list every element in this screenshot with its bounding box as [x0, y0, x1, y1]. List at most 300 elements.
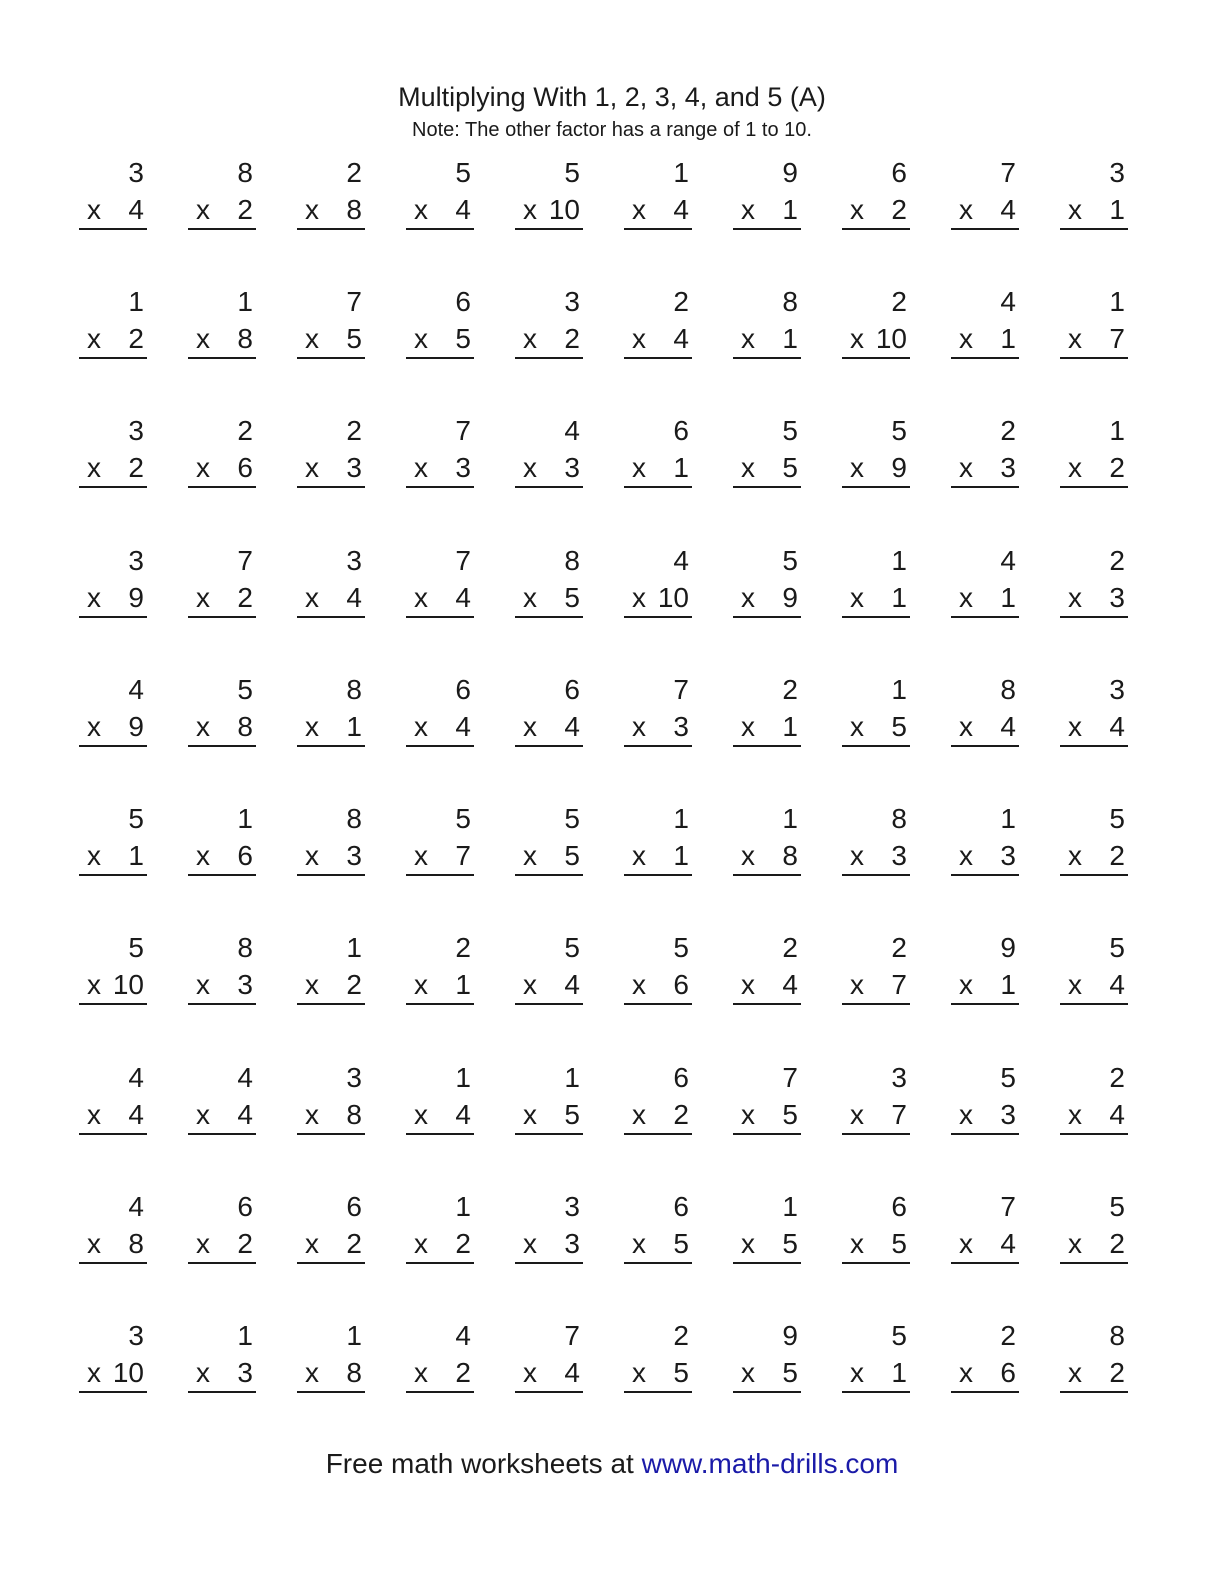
problem-r8-c6	[624, 1061, 692, 1137]
answer-line	[733, 616, 801, 618]
bottom-factor: 4	[455, 194, 471, 225]
bottom-factor: 5	[891, 711, 907, 742]
times-sign: x	[850, 969, 864, 1000]
top-factor: 1	[564, 1062, 580, 1093]
times-sign: x	[523, 452, 537, 483]
problem-r1-c1	[79, 156, 147, 232]
problem-r8-c9	[951, 1061, 1019, 1137]
answer-line	[406, 1262, 474, 1264]
top-factor: 6	[346, 1191, 362, 1222]
top-factor: 5	[891, 1320, 907, 1351]
bottom-factor: 4	[1109, 711, 1125, 742]
top-factor: 5	[782, 415, 798, 446]
top-factor: 1	[346, 1320, 362, 1351]
times-sign: x	[87, 194, 101, 225]
problem-r8-c7	[733, 1061, 801, 1137]
answer-line	[624, 745, 692, 747]
answer-line	[79, 1262, 147, 1264]
answer-line	[79, 357, 147, 359]
bottom-factor: 5	[673, 1228, 689, 1259]
top-factor: 2	[1000, 415, 1016, 446]
bottom-factor: 4	[564, 969, 580, 1000]
top-factor: 2	[1109, 545, 1125, 576]
answer-line	[406, 1133, 474, 1135]
bottom-factor: 3	[1000, 452, 1016, 483]
bottom-factor: 6	[237, 452, 253, 483]
top-factor: 8	[564, 545, 580, 576]
answer-line	[842, 357, 910, 359]
times-sign: x	[196, 840, 210, 871]
bottom-factor: 8	[346, 1099, 362, 1130]
problem-r8-c1	[79, 1061, 147, 1137]
bottom-factor: 2	[346, 969, 362, 1000]
bottom-factor: 7	[1109, 323, 1125, 354]
bottom-factor: 5	[346, 323, 362, 354]
times-sign: x	[850, 452, 864, 483]
top-factor: 1	[1109, 286, 1125, 317]
top-factor: 8	[1000, 674, 1016, 705]
answer-line	[297, 874, 365, 876]
answer-line	[406, 1003, 474, 1005]
top-factor: 9	[782, 157, 798, 188]
problem-r6-c1	[79, 802, 147, 878]
answer-line	[79, 616, 147, 618]
answer-line	[188, 228, 256, 230]
top-factor: 1	[128, 286, 144, 317]
answer-line	[1060, 228, 1128, 230]
footer-site-link[interactable]: www.math-drills.com	[641, 1448, 899, 1479]
times-sign: x	[741, 1099, 755, 1130]
problem-r5-c10	[1060, 673, 1128, 749]
problem-r4-c2	[188, 544, 256, 620]
problem-r1-c6	[624, 156, 692, 232]
answer-line	[515, 1133, 583, 1135]
top-factor: 2	[237, 415, 253, 446]
times-sign: x	[741, 582, 755, 613]
times-sign: x	[632, 194, 646, 225]
top-factor: 7	[673, 674, 689, 705]
top-factor: 7	[455, 545, 471, 576]
bottom-factor: 6	[237, 840, 253, 871]
times-sign: x	[305, 323, 319, 354]
problem-r8-c8	[842, 1061, 910, 1137]
bottom-factor: 1	[455, 969, 471, 1000]
bottom-factor: 4	[455, 1099, 471, 1130]
bottom-factor: 10	[875, 323, 907, 354]
bottom-factor: 10	[112, 969, 144, 1000]
problem-r4-c9	[951, 544, 1019, 620]
top-factor: 4	[1000, 286, 1016, 317]
times-sign: x	[959, 582, 973, 613]
times-sign: x	[850, 711, 864, 742]
problem-r10-c1	[79, 1319, 147, 1395]
problem-r8-c5	[515, 1061, 583, 1137]
times-sign: x	[87, 1099, 101, 1130]
answer-line	[951, 1133, 1019, 1135]
bottom-factor: 4	[564, 1357, 580, 1388]
times-sign: x	[741, 711, 755, 742]
problem-r3-c2	[188, 414, 256, 490]
problem-r10-c2	[188, 1319, 256, 1395]
answer-line	[733, 874, 801, 876]
answer-line	[624, 357, 692, 359]
top-factor: 1	[673, 157, 689, 188]
problem-r6-c8	[842, 802, 910, 878]
problem-r8-c10	[1060, 1061, 1128, 1137]
top-factor: 5	[1000, 1062, 1016, 1093]
answer-line	[79, 1133, 147, 1135]
top-factor: 2	[891, 932, 907, 963]
times-sign: x	[523, 582, 537, 613]
problem-r6-c2	[188, 802, 256, 878]
times-sign: x	[959, 1357, 973, 1388]
answer-line	[733, 1262, 801, 1264]
top-factor: 5	[1109, 1191, 1125, 1222]
bottom-factor: 10	[657, 582, 689, 613]
times-sign: x	[414, 969, 428, 1000]
answer-line	[733, 1003, 801, 1005]
top-factor: 5	[237, 674, 253, 705]
times-sign: x	[87, 840, 101, 871]
top-factor: 4	[1000, 545, 1016, 576]
problem-r10-c5	[515, 1319, 583, 1395]
times-sign: x	[305, 840, 319, 871]
answer-line	[951, 228, 1019, 230]
bottom-factor: 2	[1109, 1228, 1125, 1259]
top-factor: 6	[673, 1062, 689, 1093]
times-sign: x	[414, 1099, 428, 1130]
problem-r3-c4	[406, 414, 474, 490]
bottom-factor: 8	[237, 711, 253, 742]
top-factor: 9	[1000, 932, 1016, 963]
top-factor: 1	[1109, 415, 1125, 446]
bottom-factor: 7	[891, 969, 907, 1000]
bottom-factor: 4	[128, 194, 144, 225]
problem-r9-c10	[1060, 1190, 1128, 1266]
top-factor: 8	[237, 932, 253, 963]
answer-line	[188, 1262, 256, 1264]
problem-r2-c1	[79, 285, 147, 361]
bottom-factor: 1	[128, 840, 144, 871]
problem-r8-c2	[188, 1061, 256, 1137]
bottom-factor: 9	[128, 711, 144, 742]
answer-line	[624, 486, 692, 488]
answer-line	[188, 1133, 256, 1135]
times-sign: x	[414, 1357, 428, 1388]
bottom-factor: 4	[237, 1099, 253, 1130]
problem-r7-c2	[188, 931, 256, 1007]
top-factor: 6	[455, 674, 471, 705]
answer-line	[1060, 1391, 1128, 1393]
top-factor: 6	[891, 157, 907, 188]
problem-r9-c3	[297, 1190, 365, 1266]
times-sign: x	[196, 452, 210, 483]
bottom-factor: 5	[564, 582, 580, 613]
answer-line	[188, 1003, 256, 1005]
answer-line	[842, 1133, 910, 1135]
top-factor: 4	[128, 1191, 144, 1222]
bottom-factor: 1	[891, 582, 907, 613]
top-factor: 4	[564, 415, 580, 446]
times-sign: x	[87, 323, 101, 354]
times-sign: x	[850, 1357, 864, 1388]
times-sign: x	[87, 711, 101, 742]
bottom-factor: 7	[455, 840, 471, 871]
answer-line	[624, 1003, 692, 1005]
answer-line	[297, 486, 365, 488]
bottom-factor: 1	[1109, 194, 1125, 225]
times-sign: x	[305, 1357, 319, 1388]
answer-line	[842, 1262, 910, 1264]
top-factor: 5	[455, 157, 471, 188]
bottom-factor: 5	[891, 1228, 907, 1259]
problem-r6-c9	[951, 802, 1019, 878]
problem-r5-c8	[842, 673, 910, 749]
answer-line	[1060, 1262, 1128, 1264]
problem-r5-c6	[624, 673, 692, 749]
answer-line	[188, 357, 256, 359]
bottom-factor: 3	[1000, 1099, 1016, 1130]
problem-r1-c10	[1060, 156, 1128, 232]
problem-r8-c4	[406, 1061, 474, 1137]
times-sign: x	[959, 323, 973, 354]
bottom-factor: 2	[455, 1357, 471, 1388]
problem-r4-c3	[297, 544, 365, 620]
page-note: Note: The other factor has a range of 1 to 10.	[412, 119, 812, 141]
times-sign: x	[1068, 1099, 1082, 1130]
answer-line	[1060, 745, 1128, 747]
problem-r7-c10	[1060, 931, 1128, 1007]
times-sign: x	[741, 840, 755, 871]
answer-line	[1060, 1003, 1128, 1005]
bottom-factor: 5	[782, 452, 798, 483]
top-factor: 5	[673, 932, 689, 963]
problem-r6-c5	[515, 802, 583, 878]
problem-r2-c10	[1060, 285, 1128, 361]
times-sign: x	[850, 582, 864, 613]
times-sign: x	[959, 969, 973, 1000]
top-factor: 6	[673, 1191, 689, 1222]
times-sign: x	[523, 1357, 537, 1388]
times-sign: x	[1068, 1228, 1082, 1259]
bottom-factor: 6	[673, 969, 689, 1000]
top-factor: 8	[237, 157, 253, 188]
answer-line	[188, 1391, 256, 1393]
problem-r7-c8	[842, 931, 910, 1007]
top-factor: 5	[564, 803, 580, 834]
top-factor: 5	[455, 803, 471, 834]
answer-line	[733, 228, 801, 230]
problem-r5-c9	[951, 673, 1019, 749]
problem-r5-c7	[733, 673, 801, 749]
bottom-factor: 5	[782, 1357, 798, 1388]
bottom-factor: 3	[1000, 840, 1016, 871]
times-sign: x	[305, 452, 319, 483]
times-sign: x	[523, 323, 537, 354]
bottom-factor: 4	[1000, 1228, 1016, 1259]
page-title: Multiplying With 1, 2, 3, 4, and 5 (A)	[398, 82, 826, 112]
problem-r6-c10	[1060, 802, 1128, 878]
problem-r1-c9	[951, 156, 1019, 232]
problem-r1-c3	[297, 156, 365, 232]
times-sign: x	[523, 1228, 537, 1259]
answer-line	[297, 745, 365, 747]
times-sign: x	[959, 840, 973, 871]
top-factor: 1	[1000, 803, 1016, 834]
top-factor: 7	[237, 545, 253, 576]
times-sign: x	[741, 452, 755, 483]
problem-r9-c7	[733, 1190, 801, 1266]
top-factor: 2	[1000, 1320, 1016, 1351]
times-sign: x	[959, 1099, 973, 1130]
bottom-factor: 8	[346, 194, 362, 225]
bottom-factor: 1	[891, 1357, 907, 1388]
answer-line	[951, 1262, 1019, 1264]
times-sign: x	[196, 1357, 210, 1388]
top-factor: 3	[346, 1062, 362, 1093]
answer-line	[624, 228, 692, 230]
top-factor: 1	[237, 286, 253, 317]
times-sign: x	[523, 969, 537, 1000]
problem-r1-c2	[188, 156, 256, 232]
times-sign: x	[632, 711, 646, 742]
times-sign: x	[741, 1228, 755, 1259]
top-factor: 6	[891, 1191, 907, 1222]
bottom-factor: 3	[564, 452, 580, 483]
top-factor: 1	[782, 1191, 798, 1222]
bottom-factor: 8	[346, 1357, 362, 1388]
bottom-factor: 1	[1000, 969, 1016, 1000]
times-sign: x	[1068, 969, 1082, 1000]
answer-line	[733, 1391, 801, 1393]
answer-line	[79, 745, 147, 747]
bottom-factor: 5	[782, 1099, 798, 1130]
problem-r1-c5	[515, 156, 583, 232]
top-factor: 5	[128, 803, 144, 834]
answer-line	[79, 228, 147, 230]
times-sign: x	[87, 969, 101, 1000]
answer-line	[297, 1391, 365, 1393]
top-factor: 1	[673, 803, 689, 834]
top-factor: 8	[1109, 1320, 1125, 1351]
bottom-factor: 5	[673, 1357, 689, 1388]
bottom-factor: 2	[673, 1099, 689, 1130]
problem-r6-c7	[733, 802, 801, 878]
top-factor: 5	[128, 932, 144, 963]
answer-line	[1060, 486, 1128, 488]
bottom-factor: 2	[1109, 1357, 1125, 1388]
problem-r10-c6	[624, 1319, 692, 1395]
times-sign: x	[523, 194, 537, 225]
top-factor: 2	[673, 286, 689, 317]
bottom-factor: 10	[548, 194, 580, 225]
bottom-factor: 4	[128, 1099, 144, 1130]
top-factor: 5	[891, 415, 907, 446]
times-sign: x	[87, 452, 101, 483]
bottom-factor: 2	[128, 323, 144, 354]
bottom-factor: 4	[455, 711, 471, 742]
bottom-factor: 5	[782, 1228, 798, 1259]
answer-line	[624, 874, 692, 876]
bottom-factor: 2	[237, 194, 253, 225]
top-factor: 3	[564, 1191, 580, 1222]
times-sign: x	[196, 711, 210, 742]
bottom-factor: 2	[891, 194, 907, 225]
answer-line	[515, 616, 583, 618]
bottom-factor: 3	[237, 1357, 253, 1388]
top-factor: 1	[891, 674, 907, 705]
answer-line	[951, 1003, 1019, 1005]
answer-line	[733, 745, 801, 747]
times-sign: x	[741, 969, 755, 1000]
answer-line	[842, 486, 910, 488]
times-sign: x	[1068, 452, 1082, 483]
problem-r2-c4	[406, 285, 474, 361]
problem-r3-c9	[951, 414, 1019, 490]
times-sign: x	[850, 1228, 864, 1259]
times-sign: x	[196, 1099, 210, 1130]
bottom-factor: 4	[673, 323, 689, 354]
problem-r7-c9	[951, 931, 1019, 1007]
problem-r5-c5	[515, 673, 583, 749]
footer-text: Free math worksheets at	[325, 1448, 642, 1479]
bottom-factor: 1	[346, 711, 362, 742]
top-factor: 1	[346, 932, 362, 963]
answer-line	[1060, 616, 1128, 618]
times-sign: x	[414, 840, 428, 871]
top-factor: 1	[891, 545, 907, 576]
top-factor: 6	[564, 674, 580, 705]
problem-r9-c5	[515, 1190, 583, 1266]
answer-line	[297, 616, 365, 618]
problem-r6-c6	[624, 802, 692, 878]
top-factor: 8	[782, 286, 798, 317]
times-sign: x	[414, 582, 428, 613]
times-sign: x	[1068, 582, 1082, 613]
bottom-factor: 8	[782, 840, 798, 871]
answer-line	[515, 745, 583, 747]
bottom-factor: 4	[782, 969, 798, 1000]
top-factor: 2	[346, 415, 362, 446]
bottom-factor: 5	[564, 840, 580, 871]
answer-line	[406, 1391, 474, 1393]
answer-line	[297, 1133, 365, 1135]
bottom-factor: 8	[237, 323, 253, 354]
answer-line	[842, 1391, 910, 1393]
times-sign: x	[632, 840, 646, 871]
answer-line	[515, 1262, 583, 1264]
times-sign: x	[305, 194, 319, 225]
times-sign: x	[741, 323, 755, 354]
bottom-factor: 6	[1000, 1357, 1016, 1388]
top-factor: 5	[782, 545, 798, 576]
top-factor: 7	[564, 1320, 580, 1351]
bottom-factor: 4	[346, 582, 362, 613]
answer-line	[951, 745, 1019, 747]
answer-line	[515, 1391, 583, 1393]
problem-r2-c5	[515, 285, 583, 361]
bottom-factor: 8	[128, 1228, 144, 1259]
problem-r7-c6	[624, 931, 692, 1007]
bottom-factor: 3	[346, 452, 362, 483]
problem-r4-c5	[515, 544, 583, 620]
answer-line	[297, 357, 365, 359]
top-factor: 3	[128, 1320, 144, 1351]
bottom-factor: 4	[1109, 1099, 1125, 1130]
top-factor: 4	[455, 1320, 471, 1351]
bottom-factor: 3	[673, 711, 689, 742]
problem-r2-c7	[733, 285, 801, 361]
